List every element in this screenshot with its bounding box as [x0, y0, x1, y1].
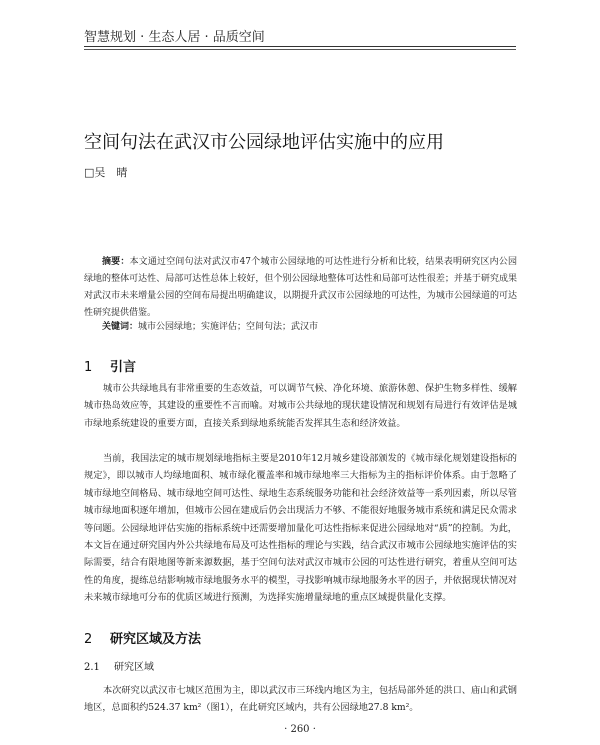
- keywords: [102, 319, 522, 332]
- section-number: 1: [84, 360, 93, 375]
- subsection-title: 研究区域: [114, 662, 154, 673]
- header-rule-thin: [84, 49, 516, 50]
- keywords-text: 城市公园绿地；实施评估；空间句法；武汉市: [138, 322, 319, 332]
- article-author: □吴 晴: [84, 166, 128, 179]
- running-header: 智慧规划 · 生态人居 · 品质空间: [84, 30, 265, 45]
- section-title: 研究区域及方法: [110, 632, 202, 647]
- section-title: 引言: [110, 360, 137, 375]
- section-heading-1: [84, 356, 136, 375]
- keywords-label: 关键词：: [102, 322, 139, 332]
- abstract-label: 摘要：: [102, 257, 130, 267]
- header-rule-thick: [84, 46, 516, 47]
- abstract-text: 本文通过空间句法对武汉市47个城市公园绿地的可达性进行分析和比较，结果表明研究区内公园绿地的整体可达性、局部可达性总体上较好，但个别公园绿地整体可达性和局部可达性很差；并基于研究成果对武汉市未来增量公园的空间布局提出明确建议，以期提升武汉市公园绿地的可达性，为城市公园绿道的可达性研究提供借鉴。: [84, 257, 517, 318]
- paragraph: 当前，我国法定的城市规划绿地指标主要是2010年12月城乡建设部颁发的《城市绿化规划建设指标的规定》，即以城市人均绿地面积、城市绿化覆盖率和城市绿地率三大指标为主的指标评价体系。由于忽略了城市绿地空间格局、城市绿地空间可达性、绿地生态系统服务功能和社会经济效益等一系列因素，所以尽管城市绿地面积逐年增加，但城市公园在建成后仍会出现活力不够、不能很好地服务城市系统和满足民众需求等问题。公园绿地评估实施的指标系统中还需要增加量化可达性指标来促进公园绿地对“质”的控制。为此，本文旨在通过研究国内外公共绿地布局及可达性指标的理论与实践，结合武汉市城市公园绿地实施评估的实际需要，结合有限地图等新来源数据，基于空间句法对武汉市城市公园的可达性进行研究，着重从空间可达性的角度，提练总结影响城市绿地服务水平的模型，寻找影响城市绿地服务水平的因子，并依据现状情况对未来城市绿地可分布的优质区域进行预测，为选择实施增量绿地的重点区域提供量化支撑。: [84, 453, 517, 604]
- section-heading-2: [84, 628, 201, 647]
- page-number: · 260 ·: [284, 724, 316, 735]
- paragraph: 城市公共绿地具有非常重要的生态效益，可以调节气候、净化环境、旅游休憩、保护生物多样性、缓解城市热岛效应等，其建设的重要性不言而喻。对城市公共绿地的现状建设情况和规划有局进行有效评估是城市绿地系统建设的重要方面，直接关系到绿地系统能否发挥其生态和经济效益。: [84, 383, 517, 429]
- subsection-heading-2-1: [84, 658, 154, 673]
- paragraph: 本次研究以武汉市七城区范围为主，即以武汉市三环线内地区为主，包括局部外延的洪口、庙山和武钢地区，总面积约524.37 km²（图1），在此研究区域内，共有公园绿地27.8 km²。: [84, 685, 517, 714]
- article-title: 空间句法在武汉市公园绿地评估实施中的应用: [84, 132, 444, 153]
- section-number: 2: [84, 632, 93, 647]
- abstract: [84, 254, 517, 322]
- subsection-number: 2.1: [84, 662, 100, 673]
